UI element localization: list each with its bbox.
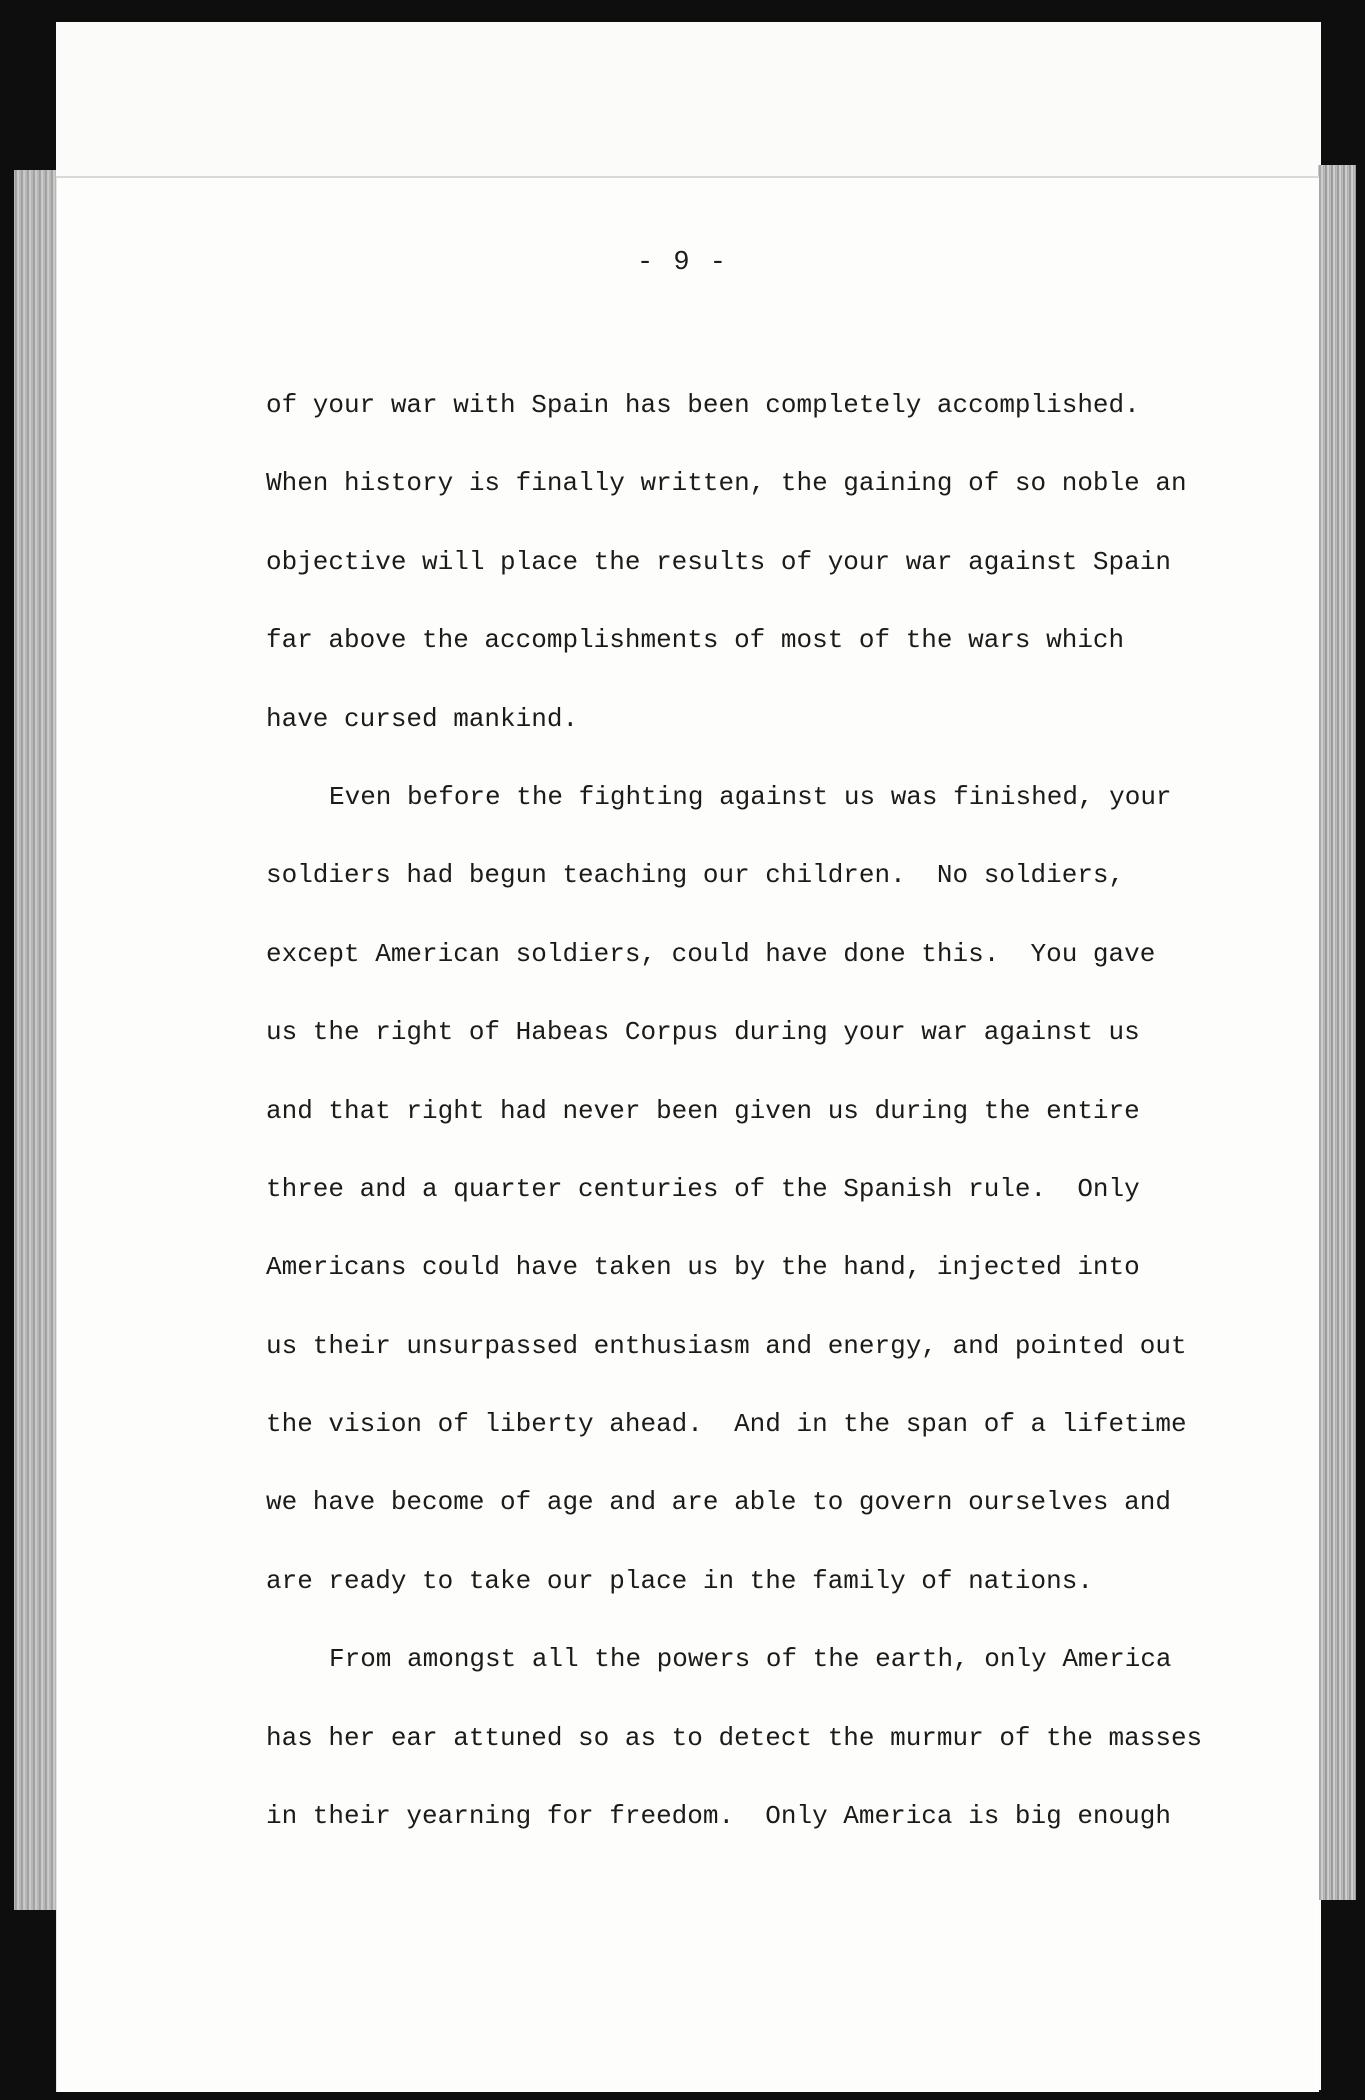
text-line: far above the accomplishments of most of the wars which [266, 625, 1125, 656]
text-line: in their yearning for freedom. Only America is big enough [266, 1801, 1171, 1832]
text-line: has her ear attuned so as to detect the murmur of the masses [266, 1722, 1203, 1753]
text-line: and that right had never been given us during the entire [266, 1095, 1140, 1126]
text-line: When history is finally written, the gaining of so noble an [266, 468, 1187, 499]
text-line: soldiers had begun teaching our children. No soldiers, [266, 860, 1125, 891]
text-line: the vision of liberty ahead. And in the span of a lifetime [266, 1409, 1187, 1440]
left-scan-edge [14, 170, 56, 1910]
typed-body-text [266, 380, 1226, 1869]
text-line: are ready to take our place in the family of nations. [266, 1565, 1093, 1596]
text-line: except American soldiers, could have done this. You gave [266, 938, 1156, 969]
text-line: us the right of Habeas Corpus during your war against us [266, 1017, 1140, 1048]
text-line: three and a quarter centuries of the Spanish rule. Only [266, 1173, 1140, 1204]
text-line: Even before the fighting against us was finished, your [329, 781, 1172, 812]
text-line: objective will place the results of your war against Spain [266, 546, 1171, 577]
text-line: Americans could have taken us by the hand, injected into [266, 1252, 1140, 1283]
text-line: of your war with Spain has been completely accomplished. [266, 390, 1140, 420]
page-number: - 9 - [636, 248, 728, 278]
text-line: we have become of age and are able to govern ourselves and [266, 1487, 1171, 1518]
right-scan-edge [1318, 165, 1356, 1900]
text-line: have cursed mankind. [266, 703, 579, 734]
text-line: From amongst all the powers of the earth, only America [329, 1644, 1172, 1675]
text-line: us their unsurpassed enthusiasm and energy, and pointed out [266, 1330, 1187, 1361]
